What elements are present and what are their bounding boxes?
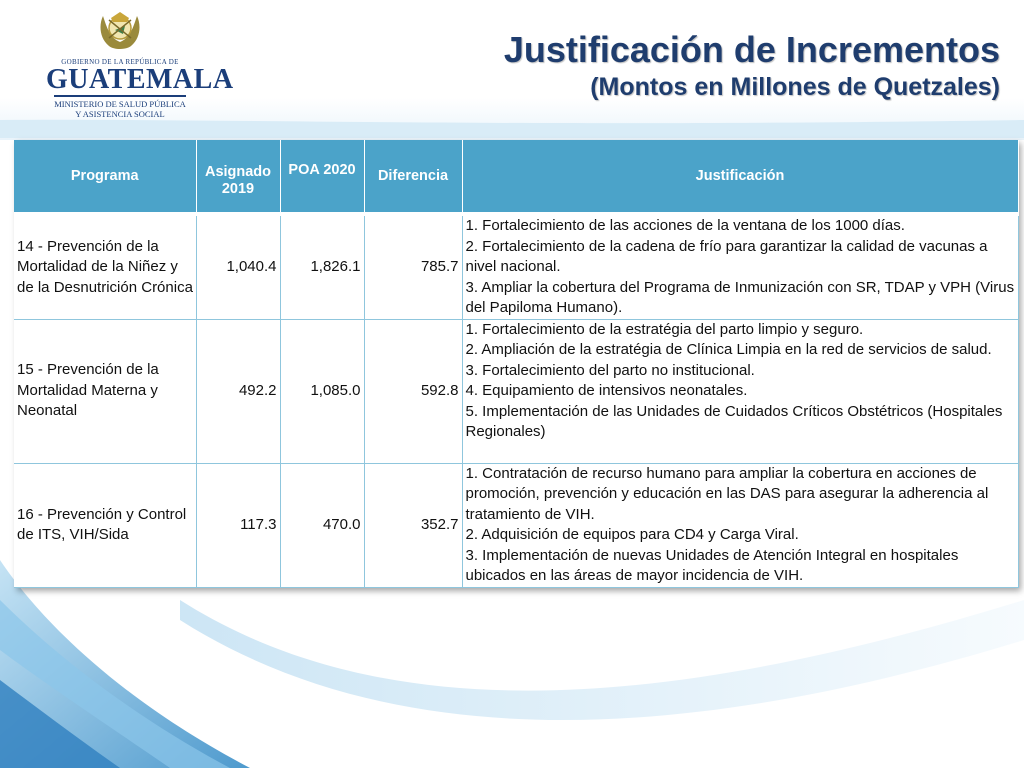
justification-item: 3. Ampliar la cobertura del Programa de Inmunización con SR, TDAP y VPH (Virus del Papiloma Humano). — [465, 278, 1015, 316]
justification-item: 4. Equipamiento de intensivos neonatales. — [465, 382, 748, 399]
justification-item: 2. Adquisición de equipos para CD4 y Carga Viral. — [465, 526, 799, 543]
table-row — [14, 214, 1018, 319]
cell-programa: 16 - Prevención y Control de ITS, VIH/Sida — [14, 463, 196, 587]
cell-diferencia: 785.7 — [364, 214, 462, 319]
header-programa: Programa — [14, 140, 196, 214]
logo-divider — [54, 95, 186, 97]
header-diferencia: Diferencia — [364, 140, 462, 214]
justification-item: 1. Fortalecimiento de la estratégia del parto limpio y seguro. — [465, 320, 864, 338]
justification-item: 1. Fortalecimiento de las acciones de la ventana de los 1000 días. — [465, 217, 905, 234]
justification-item: 3. Implementación de nuevas Unidades de Atención Integral en hospitales ubicados en las áreas de mayor incidencia de VIH. — [465, 546, 959, 584]
header-poa: POA 2020 — [280, 140, 364, 214]
cell-asignado: 492.2 — [196, 319, 280, 463]
coat-of-arms-icon — [97, 8, 143, 52]
logo-ministry-line2: Y ASISTENCIA SOCIAL — [75, 109, 165, 119]
header-justificacion: Justificación — [462, 140, 1018, 214]
cell-justificacion — [462, 319, 1018, 463]
cell-programa: 15 - Prevención de la Mortalidad Materna y Neonatal — [14, 319, 196, 463]
table-header-row — [14, 140, 1018, 214]
cell-poa: 470.0 — [280, 463, 364, 587]
slide-title: Justificación de Incrementos — [503, 29, 1000, 70]
justification-item: 3. Fortalecimiento del parto no institucional. — [465, 361, 755, 379]
slide-title-block — [504, 30, 1000, 102]
justification-item: 2. Ampliación de la estratégia de Clínica Limpia en la red de servicios de salud. — [465, 341, 992, 358]
cell-poa: 1,826.1 — [280, 214, 364, 319]
logo-ministry-line1: MINISTERIO DE SALUD PÚBLICA — [54, 99, 186, 109]
justification-table-container — [14, 140, 1018, 588]
table-row — [14, 319, 1018, 463]
cell-diferencia: 352.7 — [364, 463, 462, 587]
header-asignado: Asignado 2019 — [196, 140, 280, 214]
cell-asignado: 117.3 — [196, 463, 280, 587]
logo-government-text: GOBIERNO DE LA REPÚBLICA DE — [61, 58, 179, 66]
slide-subtitle: (Montos en Millones de Quetzales) — [590, 73, 1000, 101]
cell-justificacion — [462, 214, 1018, 319]
logo-country-name: GUATEMALA — [46, 64, 234, 95]
cell-diferencia: 592.8 — [364, 319, 462, 463]
cell-justificacion — [462, 463, 1018, 587]
justification-item: 1. Contratación de recurso humano para ampliar la cobertura en acciones de promoción, prevención y educación en las DAS para asegurar la adherencia al tratamiento de VIH. — [465, 464, 989, 523]
table-row — [14, 463, 1018, 587]
justification-item: 2. Fortalecimiento de la cadena de frío para garantizar la calidad de vacunas a nivel nacional. — [465, 237, 988, 275]
cell-programa: 14 - Prevención de la Mortalidad de la Niñez y de la Desnutrición Crónica — [14, 214, 196, 319]
ministry-logo — [46, 8, 234, 120]
justification-table — [14, 140, 1019, 588]
cell-asignado: 1,040.4 — [196, 214, 280, 319]
cell-poa: 1,085.0 — [280, 319, 364, 463]
justification-item: 5. Implementación de las Unidades de Cuidados Críticos Obstétricos (Hospitales Regionales) — [465, 402, 1003, 440]
